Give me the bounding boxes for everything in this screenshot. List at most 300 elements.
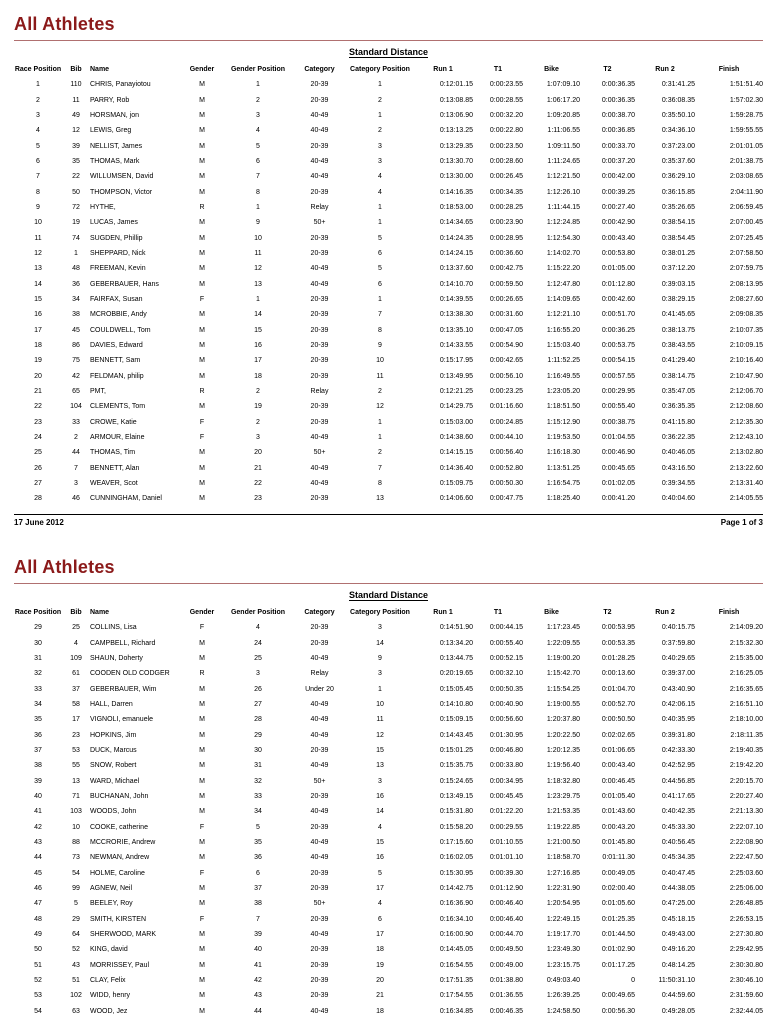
cell-bib: 46 <box>72 495 80 503</box>
cell-name: GEBERBAUER, Wim <box>90 685 157 693</box>
cell-run-2: 0:38:29.15 <box>661 295 695 303</box>
cell-t1: 0:00:28.60 <box>489 157 523 165</box>
cell-bike: 1:24:58.50 <box>546 1007 580 1015</box>
cell-t1: 0:00:23.50 <box>489 142 523 150</box>
cell-finish: 2:10:07.35 <box>729 326 763 334</box>
cell-bib: 74 <box>72 234 80 242</box>
cell-category-position: 15 <box>376 746 384 754</box>
cell-run-1: 0:17:54.55 <box>439 992 473 1000</box>
cell-finish: 2:10:47.90 <box>729 372 763 380</box>
cell-category-position: 3 <box>378 142 382 150</box>
cell-run-1: 0:13:29.35 <box>439 142 473 150</box>
cell-gender-position: 23 <box>254 495 262 503</box>
cell-finish: 2:15:35.00 <box>729 654 763 662</box>
col-header-category: Category <box>304 609 335 616</box>
cell-bib: 51 <box>72 977 80 985</box>
cell-race-position: 38 <box>34 762 42 770</box>
table-row <box>14 246 763 261</box>
cell-race-position: 10 <box>34 219 42 227</box>
table-row <box>14 230 763 245</box>
table-row <box>14 307 763 322</box>
cell-bike: 1:14:02.70 <box>546 249 580 257</box>
cell-run-2: 0:37:23.00 <box>661 142 695 150</box>
cell-name: MORRISSEY, Paul <box>90 961 150 969</box>
cell-t2: 0:00:42.00 <box>601 173 635 181</box>
cell-t2: 0:00:27.40 <box>601 203 635 211</box>
cell-category-position: 2 <box>378 388 382 396</box>
cell-gender-position: 15 <box>254 326 262 334</box>
cell-race-position: 36 <box>34 731 42 739</box>
cell-category: 20-39 <box>310 869 329 877</box>
cell-category: 20-39 <box>310 142 329 150</box>
cell-finish: 2:30:46.10 <box>729 977 763 985</box>
cell-gender: M <box>199 188 205 196</box>
cell-bike: 1:23:49.30 <box>546 946 580 954</box>
cell-gender-position: 26 <box>254 685 262 693</box>
cell-bib: 65 <box>72 388 80 396</box>
cell-gender-position: 37 <box>254 885 262 893</box>
cell-t2: 0:00:57.55 <box>601 372 635 380</box>
table-row <box>14 819 763 834</box>
cell-t1: 0:00:59.50 <box>489 280 523 288</box>
cell-category-position: 3 <box>378 670 382 678</box>
cell-category: 20-39 <box>310 311 329 319</box>
cell-bike: 1:18:25.40 <box>546 495 580 503</box>
cell-run-1: 0:15:35.75 <box>439 762 473 770</box>
cell-finish: 2:10:16.40 <box>729 357 763 365</box>
cell-gender-position: 5 <box>256 142 260 150</box>
cell-gender: M <box>199 81 205 89</box>
cell-category-position: 15 <box>376 838 384 846</box>
cell-t1: 0:00:36.60 <box>489 249 523 257</box>
cell-race-position: 33 <box>34 685 42 693</box>
cell-finish: 2:01:38.75 <box>729 157 763 165</box>
cell-name: LUCAS, James <box>90 219 138 227</box>
cell-t2: 0:00:41.20 <box>601 495 635 503</box>
cell-finish: 2:12:43.10 <box>729 434 763 442</box>
cell-gender: M <box>199 311 205 319</box>
cell-category: Under 20 <box>305 685 334 693</box>
cell-gender: F <box>199 624 205 632</box>
cell-run-2: 0:36:29.10 <box>661 173 695 181</box>
cell-category: 20-39 <box>310 946 329 954</box>
cell-bib: 110 <box>70 81 82 89</box>
cell-run-1: 0:14:29.75 <box>439 403 473 411</box>
cell-bike: 1:19:22.85 <box>546 823 580 831</box>
cell-bike: 1:16:54.75 <box>546 480 580 488</box>
col-header-category-position: Category Position <box>350 66 410 73</box>
cell-gender-position: 34 <box>254 808 262 816</box>
table-row <box>14 835 763 850</box>
cell-category: 20-39 <box>310 992 329 1000</box>
cell-t1: 0:00:28.95 <box>489 234 523 242</box>
cell-category-position: 11 <box>376 716 384 724</box>
cell-gender-position: 18 <box>254 372 262 380</box>
cell-run-1: 0:14:38.60 <box>439 434 473 442</box>
cell-category-position: 10 <box>376 700 384 708</box>
cell-bib: 44 <box>72 449 80 457</box>
cell-gender-position: 3 <box>256 434 260 442</box>
cell-bike: 1:06:17.20 <box>546 96 580 104</box>
cell-t1: 0:00:56.10 <box>489 372 523 380</box>
cell-bib: 4 <box>74 639 78 647</box>
cell-run-1: 0:15:01.25 <box>439 746 473 754</box>
cell-finish: 2:31:59.60 <box>729 992 763 1000</box>
cell-t1: 0:00:54.90 <box>489 342 523 350</box>
cell-race-position: 52 <box>34 977 42 985</box>
table-row <box>14 620 763 635</box>
cell-finish: 2:20:27.40 <box>729 792 763 800</box>
cell-finish: 2:14:09.20 <box>729 624 763 632</box>
table-row <box>14 1004 763 1019</box>
cell-bike: 1:22:49.15 <box>546 915 580 923</box>
cell-race-position: 47 <box>34 900 42 908</box>
cell-category-position: 2 <box>378 127 382 135</box>
cell-name: HOLME, Caroline <box>90 869 145 877</box>
cell-gender: F <box>199 869 205 877</box>
cell-race-position: 40 <box>34 792 42 800</box>
cell-bib: 49 <box>72 111 80 119</box>
cell-name: COLLINS, Lisa <box>90 624 137 632</box>
cell-t2: 0:00:38.70 <box>601 111 635 119</box>
cell-t1: 0:00:46.40 <box>489 900 523 908</box>
cell-name: SHERWOOD, MARK <box>90 931 156 939</box>
cell-race-position: 6 <box>36 157 40 165</box>
cell-category: 20-39 <box>310 372 329 380</box>
cell-category: 20-39 <box>310 295 329 303</box>
cell-run-1: 0:16:00.90 <box>439 931 473 939</box>
cell-run-1: 0:14:45.05 <box>439 946 473 954</box>
cell-gender-position: 29 <box>254 731 262 739</box>
table-row <box>14 651 763 666</box>
cell-gender-position: 1 <box>256 203 260 211</box>
cell-category: Relay <box>310 670 329 678</box>
cell-bib: 11 <box>72 96 80 104</box>
cell-run-2: 0:38:54.15 <box>661 219 695 227</box>
cell-gender-position: 12 <box>254 265 262 273</box>
cell-bib: 72 <box>72 203 80 211</box>
cell-race-position: 30 <box>34 639 42 647</box>
cell-finish: 2:10:09.15 <box>729 342 763 350</box>
cell-bike: 1:09:11.50 <box>547 142 580 150</box>
cell-run-1: 0:20:19.65 <box>439 670 473 678</box>
cell-race-position: 8 <box>36 188 40 196</box>
cell-t2: 0 <box>631 977 635 985</box>
cell-category-position: 1 <box>378 418 382 426</box>
cell-bike: 1:18:51.50 <box>546 403 580 411</box>
cell-t2: 0:01:05.40 <box>601 792 635 800</box>
table-row <box>14 154 763 169</box>
cell-bib: 61 <box>72 670 80 678</box>
cell-race-position: 41 <box>34 808 42 816</box>
cell-finish: 2:04:11.90 <box>730 188 763 196</box>
cell-category-position: 3 <box>378 157 382 165</box>
cell-run-1: 0:13:49.15 <box>439 792 473 800</box>
cell-bib: 29 <box>72 915 80 923</box>
cell-category-position: 4 <box>378 900 382 908</box>
cell-name: CHRIS, Panayiotou <box>90 81 151 89</box>
cell-run-2: 0:45:34.35 <box>661 854 695 862</box>
table-row <box>14 697 763 712</box>
table-row <box>14 743 763 758</box>
cell-finish: 1:57:02.30 <box>729 96 763 104</box>
cell-gender: M <box>199 480 205 488</box>
cell-finish: 2:14:05.55 <box>729 495 763 503</box>
cell-run-1: 0:14:39.55 <box>439 295 473 303</box>
cell-run-1: 0:14:06.60 <box>439 495 473 503</box>
cell-run-2: 0:35:26.65 <box>661 203 695 211</box>
cell-gender: M <box>199 762 205 770</box>
cell-t2: 0:00:49.05 <box>601 869 635 877</box>
cell-category-position: 12 <box>376 403 384 411</box>
cell-run-2: 0:39:37.00 <box>661 670 695 678</box>
cell-bike: 1:16:55.20 <box>546 326 580 334</box>
cell-t2: 0:00:51.70 <box>601 311 635 319</box>
cell-bike: 1:12:54.30 <box>546 234 580 242</box>
footer-page-number: Page 1 of 3 <box>720 518 763 527</box>
cell-category: 20-39 <box>310 915 329 923</box>
cell-category-position: 6 <box>378 249 382 257</box>
cell-t2: 0:01:02.90 <box>601 946 635 954</box>
cell-category: 40-49 <box>310 127 329 135</box>
cell-category-position: 16 <box>376 854 384 862</box>
table-row <box>14 758 763 773</box>
cell-run-2: 0:35:50.10 <box>661 111 695 119</box>
cell-bib: 48 <box>72 265 80 273</box>
cell-race-position: 45 <box>34 869 42 877</box>
cell-bike: 1:20:22.50 <box>546 731 580 739</box>
cell-run-1: 0:13:08.85 <box>439 96 473 104</box>
cell-finish: 2:13:31.40 <box>729 480 763 488</box>
cell-gender: M <box>199 1007 205 1015</box>
cell-run-1: 0:13:34.20 <box>439 639 473 647</box>
cell-run-2: 0:41:45.65 <box>661 311 695 319</box>
cell-finish: 2:13:22.60 <box>729 464 763 472</box>
col-header-category: Category <box>304 66 335 73</box>
cell-t1: 0:01:30.95 <box>489 731 523 739</box>
cell-t1: 0:01:36.55 <box>489 992 523 1000</box>
cell-t2: 0:00:29.95 <box>601 388 635 396</box>
cell-name: COULDWELL, Tom <box>90 326 151 334</box>
cell-category-position: 5 <box>378 265 382 273</box>
cell-name: WOODS, John <box>90 808 137 816</box>
cell-category: 20-39 <box>310 495 329 503</box>
cell-category-position: 11 <box>376 372 384 380</box>
cell-bib: 109 <box>70 654 82 662</box>
cell-category: 20-39 <box>310 977 329 985</box>
cell-gender-position: 38 <box>254 900 262 908</box>
section-heading: Standard Distance <box>348 47 429 57</box>
cell-bib: 19 <box>72 219 80 227</box>
cell-name: HORSMAN, jon <box>90 111 140 119</box>
cell-finish: 2:19:42.20 <box>729 762 763 770</box>
cell-gender: M <box>199 838 205 846</box>
cell-name: BENNETT, Alan <box>90 464 140 472</box>
cell-t1: 0:01:22.20 <box>489 808 523 816</box>
table-row <box>14 681 763 696</box>
cell-name: HYTHE, <box>90 203 116 211</box>
results-table <box>14 62 763 507</box>
cell-race-position: 23 <box>34 418 42 426</box>
cell-bike: 1:13:51.25 <box>546 464 580 472</box>
cell-run-1: 0:13:13.25 <box>439 127 473 135</box>
cell-finish: 2:15:32.30 <box>729 639 763 647</box>
cell-run-1: 0:13:37.60 <box>439 265 473 273</box>
cell-bike: 1:20:12.35 <box>546 746 580 754</box>
cell-run-1: 0:15:58.20 <box>439 823 473 831</box>
cell-run-2: 0:49:28.05 <box>661 1007 695 1015</box>
cell-run-2: 0:39:34.55 <box>661 480 695 488</box>
cell-name: WARD, Michael <box>90 777 140 785</box>
cell-name: NELLIST, James <box>90 142 143 150</box>
cell-finish: 2:20:15.70 <box>729 777 763 785</box>
cell-category-position: 21 <box>376 992 384 1000</box>
cell-gender-position: 44 <box>254 1007 262 1015</box>
cell-gender-position: 27 <box>254 700 262 708</box>
cell-run-1: 0:15:03.00 <box>439 418 473 426</box>
table-row <box>14 712 763 727</box>
cell-run-2: 0:38:43.55 <box>661 342 695 350</box>
cell-finish: 2:16:35.65 <box>729 685 763 693</box>
col-header-gender: Gender <box>189 66 215 73</box>
cell-bib: 38 <box>72 311 80 319</box>
cell-gender: M <box>199 731 205 739</box>
cell-name: WOOD, Jez <box>90 1007 128 1015</box>
cell-run-2: 0:42:06.15 <box>661 700 695 708</box>
cell-gender-position: 6 <box>256 869 260 877</box>
cell-t1: 0:01:12.90 <box>489 885 523 893</box>
table-row <box>14 184 763 199</box>
cell-gender: M <box>199 654 205 662</box>
cell-t2: 0:01:05.00 <box>601 265 635 273</box>
cell-bib: 13 <box>72 777 80 785</box>
cell-bike: 1:17:23.45 <box>546 624 580 632</box>
cell-bib: 104 <box>70 403 82 411</box>
cell-name: CLEMENTS, Tom <box>90 403 146 411</box>
cell-run-2: 0:43:40.90 <box>661 685 695 693</box>
cell-name: PARRY, Rob <box>90 96 130 104</box>
cell-t1: 0:00:47.05 <box>489 326 523 334</box>
table-row <box>14 261 763 276</box>
cell-bib: 50 <box>72 188 80 196</box>
cell-category-position: 7 <box>378 464 382 472</box>
cell-run-2: 0:40:35.95 <box>661 716 695 724</box>
cell-name: WEAVER, Scot <box>90 480 138 488</box>
cell-bike: 1:23:29.75 <box>546 792 580 800</box>
cell-run-1: 0:14:15.15 <box>439 449 473 457</box>
cell-t1: 0:00:50.30 <box>489 480 523 488</box>
cell-name: HOPKINS, Jim <box>90 731 137 739</box>
cell-gender-position: 40 <box>254 946 262 954</box>
cell-run-2: 0:39:31.80 <box>661 731 695 739</box>
table-row <box>14 896 763 911</box>
cell-finish: 2:12:35.30 <box>729 418 763 426</box>
cell-run-2: 0:38:14.75 <box>661 372 695 380</box>
cell-gender: M <box>199 449 205 457</box>
cell-name: WILLUMSEN, David <box>90 173 154 181</box>
cell-race-position: 14 <box>34 280 42 288</box>
cell-bike: 1:11:44.15 <box>547 203 580 211</box>
cell-run-1: 0:16:54.55 <box>439 961 473 969</box>
cell-gender: F <box>199 823 205 831</box>
cell-category: 40-49 <box>310 157 329 165</box>
cell-finish: 2:29:42.95 <box>729 946 763 954</box>
cell-t1: 0:00:46.35 <box>489 1007 523 1015</box>
cell-gender-position: 31 <box>254 762 262 770</box>
cell-category-position: 8 <box>378 326 382 334</box>
cell-category: 20-39 <box>310 188 329 196</box>
table-row <box>14 635 763 650</box>
cell-t2: 0:00:53.80 <box>601 249 635 257</box>
cell-run-2: 0:44:56.85 <box>661 777 695 785</box>
cell-gender-position: 1 <box>256 81 260 89</box>
cell-run-2: 0:40:47.45 <box>661 869 695 877</box>
cell-t1: 0:00:31.60 <box>489 311 523 319</box>
cell-race-position: 53 <box>34 992 42 1000</box>
cell-gender-position: 28 <box>254 716 262 724</box>
cell-t1: 0:00:24.85 <box>489 418 523 426</box>
cell-run-1: 0:15:30.95 <box>439 869 473 877</box>
cell-name: THOMAS, Mark <box>90 157 140 165</box>
cell-run-2: 0:42:52.95 <box>661 762 695 770</box>
cell-bike: 1:27:16.85 <box>546 869 580 877</box>
cell-t2: 0:00:43.20 <box>601 823 635 831</box>
cell-bib: 42 <box>72 372 80 380</box>
cell-t2: 0:01:25.35 <box>601 915 635 923</box>
cell-gender: M <box>199 142 205 150</box>
cell-t1: 0:00:23.90 <box>489 219 523 227</box>
cell-bib: 103 <box>70 808 82 816</box>
cell-run-1: 0:13:44.75 <box>439 654 473 662</box>
cell-category: 20-39 <box>310 639 329 647</box>
cell-name: CAMPBELL, Richard <box>90 639 156 647</box>
cell-gender-position: 8 <box>256 188 260 196</box>
cell-bike: 1:22:09.55 <box>546 639 580 647</box>
cell-category: 20-39 <box>310 792 329 800</box>
cell-run-1: 0:15:09.15 <box>439 716 473 724</box>
cell-bike: 1:15:22.20 <box>546 265 580 273</box>
cell-category: 20-39 <box>310 823 329 831</box>
table-row <box>14 384 763 399</box>
cell-category: 40-49 <box>310 111 329 119</box>
cell-category: 20-39 <box>310 234 329 242</box>
col-header-bike: Bike <box>544 66 559 73</box>
table-row <box>14 169 763 184</box>
cell-t1: 0:00:32.10 <box>489 670 523 678</box>
table-row <box>14 200 763 215</box>
cell-finish: 2:16:25.05 <box>729 670 763 678</box>
cell-run-2: 0:45:33.30 <box>661 823 695 831</box>
cell-bib: 7 <box>74 464 78 472</box>
cell-gender-position: 3 <box>256 111 260 119</box>
cell-gender: M <box>199 931 205 939</box>
cell-t1: 0:00:44.70 <box>489 931 523 939</box>
cell-name: CLAY, Felix <box>90 977 126 985</box>
col-header-bib: Bib <box>70 66 82 73</box>
cell-t2: 0:00:42.60 <box>601 295 635 303</box>
cell-gender-position: 4 <box>256 127 260 135</box>
cell-category-position: 12 <box>376 731 384 739</box>
cell-run-1: 0:16:34.10 <box>439 915 473 923</box>
footer-rule <box>14 514 763 515</box>
cell-category: 40-49 <box>310 716 329 724</box>
cell-bib: 12 <box>72 127 80 135</box>
cell-finish: 2:22:07.10 <box>729 823 763 831</box>
cell-t1: 0:01:16.60 <box>489 403 523 411</box>
cell-bike: 1:12:24.85 <box>546 219 580 227</box>
cell-t1: 0:00:29.55 <box>489 823 523 831</box>
col-header-category-position: Category Position <box>350 609 410 616</box>
